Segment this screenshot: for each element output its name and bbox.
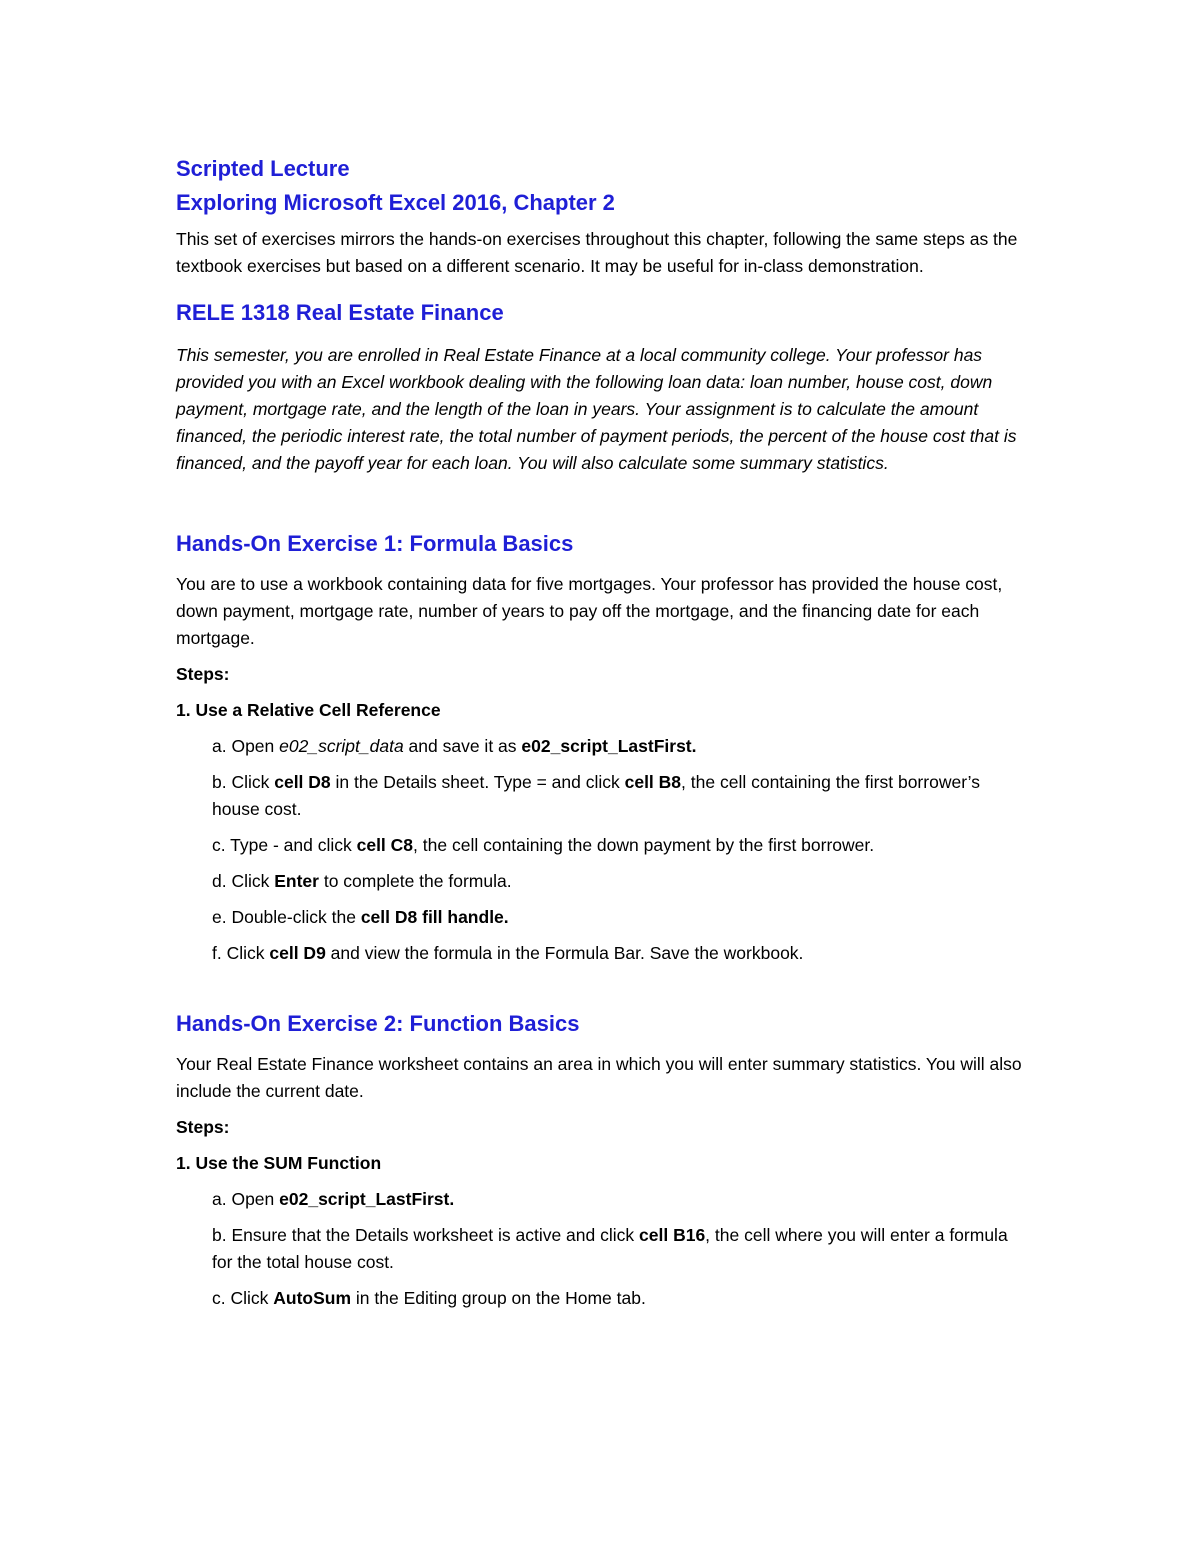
exercise2-step1-title: 1. Use the SUM Function — [176, 1153, 382, 1173]
exercise1-step-d: d. Click Enter to complete the formula. — [212, 871, 512, 891]
exercise1-step-a: a. Open e02_script_data and save it as e02_script_LastFirst. — [212, 736, 697, 756]
exercise1-intro: You are to use a workbook containing data for five mortgages. Your professor has provided the house cost, down payment, mortgage rate, number of years to pay off the mortgage, and the financing date for each mortgage. — [176, 574, 1003, 648]
exercise2-step-a: a. Open e02_script_LastFirst. — [212, 1189, 455, 1209]
course-scenario: This semester, you are enrolled in Real Estate Finance at a local community college. Your professor has provided you with an Excel workbook dealing with the following loan data: loan number, house cost, down payment, mortgage rate, and the length of the loan in years. Your assignment is to calculate the amount financed, the periodic interest rate, the total number of payment periods, the percent of the house cost that is financed, and the payoff year for each loan. You will also calculate some summary statistics. — [176, 345, 1017, 473]
exercise2-step-b: b. Ensure that the Details worksheet is active and click cell B16, the cell where you will enter a formula for the total house cost. — [212, 1225, 1008, 1272]
exercise2-intro: Your Real Estate Finance worksheet contains an area in which you will enter summary statistics. You will also include the current date. — [176, 1054, 1022, 1101]
exercise2-steps-label: Steps: — [176, 1117, 230, 1137]
exercise1-step1-title: 1. Use a Relative Cell Reference — [176, 700, 441, 720]
exercise1-step-c: c. Type - and click cell C8, the cell containing the down payment by the first borrower. — [212, 835, 875, 855]
section-gap — [176, 976, 1026, 1007]
exercise1-step-b: b. Click cell D8 in the Details sheet. Type = and click cell B8, the cell containing the first borrower’s house cost. — [212, 772, 980, 819]
lecture-intro: This set of exercises mirrors the hands-on exercises throughout this chapter, following the same steps as the textbook exercises but based on a different scenario. It may be useful for in-class demonstration. — [176, 229, 1018, 276]
exercise2-step-c: c. Click AutoSum in the Editing group on the Home tab. — [212, 1288, 646, 1308]
lecture-title: Scripted Lecture — [176, 156, 350, 181]
exercise1-step-e: e. Double-click the cell D8 fill handle. — [212, 907, 509, 927]
lecture-subtitle: Exploring Microsoft Excel 2016, Chapter 2 — [176, 190, 615, 215]
exercise1-step-f: f. Click cell D9 and view the formula in the Formula Bar. Save the workbook. — [212, 943, 804, 963]
exercise1-title: Hands-On Exercise 1: Formula Basics — [176, 531, 574, 556]
course-title: RELE 1318 Real Estate Finance — [176, 300, 504, 325]
document-content — [176, 152, 1026, 1321]
exercise2-title: Hands-On Exercise 2: Function Basics — [176, 1011, 580, 1036]
exercise1-steps-label: Steps: — [176, 664, 230, 684]
